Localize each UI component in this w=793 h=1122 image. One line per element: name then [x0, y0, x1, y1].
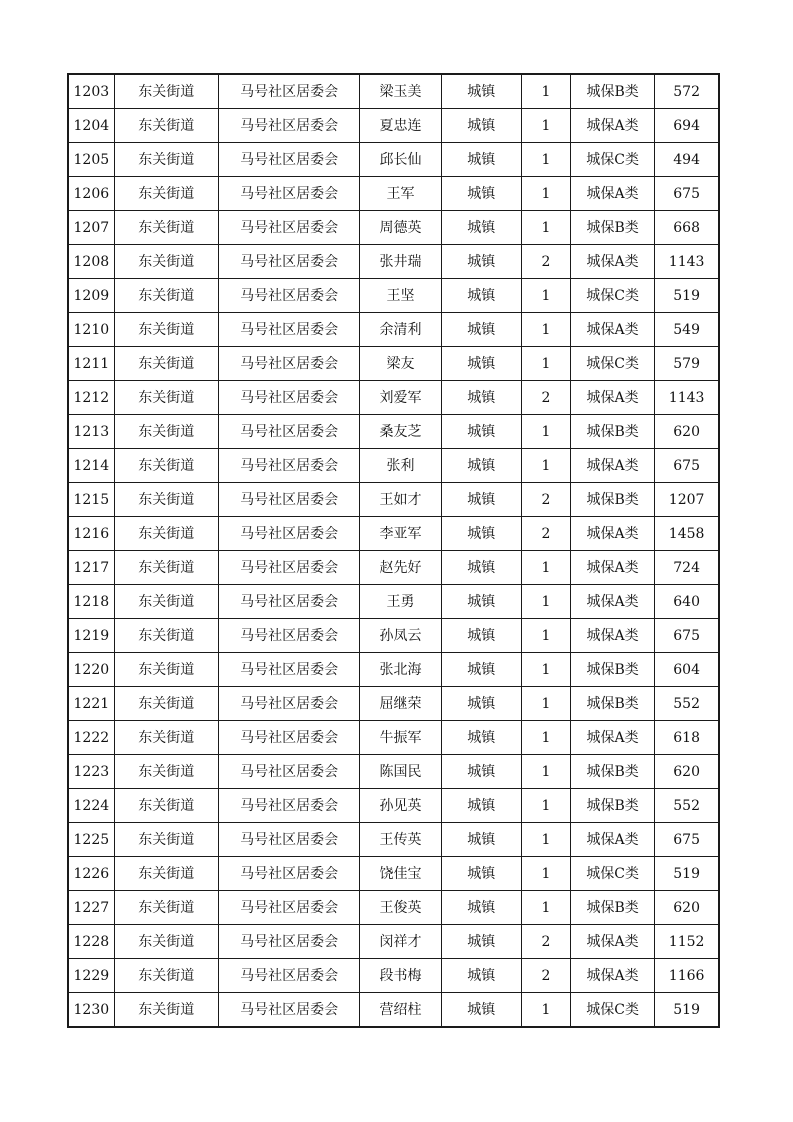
table-row [68, 585, 719, 619]
cell-street: 东关街道 [114, 415, 218, 449]
cell-amount: 675 [655, 823, 719, 857]
cell-name: 梁玉美 [360, 74, 441, 109]
cell-household-type: 城镇 [441, 245, 521, 279]
cell-community: 马号社区居委会 [218, 755, 359, 789]
cell-person-count: 1 [521, 585, 570, 619]
cell-community: 马号社区居委会 [218, 687, 359, 721]
cell-record-number: 1215 [68, 483, 114, 517]
cell-category: 城保C类 [570, 857, 654, 891]
cell-street: 东关街道 [114, 279, 218, 313]
cell-household-type: 城镇 [441, 585, 521, 619]
cell-person-count: 2 [521, 483, 570, 517]
cell-amount: 519 [655, 993, 719, 1028]
cell-community: 马号社区居委会 [218, 347, 359, 381]
cell-person-count: 2 [521, 245, 570, 279]
cell-record-number: 1223 [68, 755, 114, 789]
cell-name: 陈国民 [360, 755, 441, 789]
cell-name: 夏忠连 [360, 109, 441, 143]
cell-record-number: 1210 [68, 313, 114, 347]
cell-record-number: 1211 [68, 347, 114, 381]
cell-record-number: 1219 [68, 619, 114, 653]
cell-street: 东关街道 [114, 823, 218, 857]
cell-record-number: 1205 [68, 143, 114, 177]
cell-person-count: 1 [521, 857, 570, 891]
cell-household-type: 城镇 [441, 347, 521, 381]
cell-category: 城保A类 [570, 551, 654, 585]
table-row [68, 74, 719, 109]
cell-amount: 668 [655, 211, 719, 245]
cell-name: 赵先好 [360, 551, 441, 585]
cell-category: 城保C类 [570, 143, 654, 177]
cell-household-type: 城镇 [441, 721, 521, 755]
table-row [68, 143, 719, 177]
cell-amount: 519 [655, 279, 719, 313]
table-row [68, 823, 719, 857]
cell-household-type: 城镇 [441, 517, 521, 551]
cell-amount: 675 [655, 177, 719, 211]
cell-category: 城保A类 [570, 823, 654, 857]
cell-household-type: 城镇 [441, 789, 521, 823]
cell-street: 东关街道 [114, 143, 218, 177]
cell-name: 屈继荣 [360, 687, 441, 721]
subsidy-roster-table [67, 73, 720, 1028]
cell-name: 王如才 [360, 483, 441, 517]
cell-name: 闵祥才 [360, 925, 441, 959]
cell-household-type: 城镇 [441, 415, 521, 449]
cell-record-number: 1212 [68, 381, 114, 415]
cell-household-type: 城镇 [441, 551, 521, 585]
cell-category: 城保A类 [570, 381, 654, 415]
table-row [68, 109, 719, 143]
cell-amount: 1458 [655, 517, 719, 551]
cell-community: 马号社区居委会 [218, 993, 359, 1028]
cell-category: 城保A类 [570, 585, 654, 619]
table-row [68, 245, 719, 279]
cell-record-number: 1216 [68, 517, 114, 551]
cell-community: 马号社区居委会 [218, 211, 359, 245]
cell-category: 城保B类 [570, 687, 654, 721]
cell-record-number: 1217 [68, 551, 114, 585]
cell-household-type: 城镇 [441, 279, 521, 313]
cell-amount: 1143 [655, 381, 719, 415]
cell-category: 城保C类 [570, 279, 654, 313]
cell-name: 营绍柱 [360, 993, 441, 1028]
cell-category: 城保A类 [570, 959, 654, 993]
cell-name: 孙见英 [360, 789, 441, 823]
cell-community: 马号社区居委会 [218, 177, 359, 211]
cell-household-type: 城镇 [441, 857, 521, 891]
cell-street: 东关街道 [114, 891, 218, 925]
cell-community: 马号社区居委会 [218, 891, 359, 925]
table-row [68, 755, 719, 789]
cell-record-number: 1214 [68, 449, 114, 483]
cell-community: 马号社区居委会 [218, 789, 359, 823]
cell-amount: 552 [655, 687, 719, 721]
cell-name: 张利 [360, 449, 441, 483]
cell-community: 马号社区居委会 [218, 823, 359, 857]
cell-record-number: 1228 [68, 925, 114, 959]
cell-record-number: 1206 [68, 177, 114, 211]
table-body [68, 74, 719, 1027]
cell-record-number: 1230 [68, 993, 114, 1028]
table-row [68, 891, 719, 925]
cell-name: 梁友 [360, 347, 441, 381]
cell-category: 城保A类 [570, 449, 654, 483]
cell-category: 城保A类 [570, 619, 654, 653]
cell-category: 城保B类 [570, 483, 654, 517]
cell-person-count: 1 [521, 619, 570, 653]
cell-category: 城保A类 [570, 517, 654, 551]
cell-name: 王俊英 [360, 891, 441, 925]
cell-category: 城保A类 [570, 245, 654, 279]
table-row [68, 959, 719, 993]
cell-amount: 1166 [655, 959, 719, 993]
cell-person-count: 1 [521, 211, 570, 245]
cell-community: 马号社区居委会 [218, 925, 359, 959]
cell-name: 张北海 [360, 653, 441, 687]
cell-household-type: 城镇 [441, 381, 521, 415]
cell-category: 城保A类 [570, 313, 654, 347]
cell-street: 东关街道 [114, 483, 218, 517]
cell-amount: 640 [655, 585, 719, 619]
cell-category: 城保B类 [570, 415, 654, 449]
cell-street: 东关街道 [114, 857, 218, 891]
table-row [68, 619, 719, 653]
cell-community: 马号社区居委会 [218, 449, 359, 483]
cell-record-number: 1222 [68, 721, 114, 755]
cell-community: 马号社区居委会 [218, 74, 359, 109]
cell-community: 马号社区居委会 [218, 483, 359, 517]
cell-person-count: 1 [521, 177, 570, 211]
cell-category: 城保A类 [570, 721, 654, 755]
cell-record-number: 1221 [68, 687, 114, 721]
cell-community: 马号社区居委会 [218, 279, 359, 313]
cell-household-type: 城镇 [441, 653, 521, 687]
cell-category: 城保B类 [570, 789, 654, 823]
table-row [68, 381, 719, 415]
cell-record-number: 1204 [68, 109, 114, 143]
cell-record-number: 1227 [68, 891, 114, 925]
cell-person-count: 1 [521, 551, 570, 585]
cell-name: 段书梅 [360, 959, 441, 993]
cell-person-count: 2 [521, 925, 570, 959]
cell-street: 东关街道 [114, 755, 218, 789]
cell-street: 东关街道 [114, 74, 218, 109]
cell-amount: 675 [655, 449, 719, 483]
cell-amount: 694 [655, 109, 719, 143]
table-row [68, 449, 719, 483]
cell-person-count: 1 [521, 755, 570, 789]
table-row [68, 857, 719, 891]
cell-household-type: 城镇 [441, 483, 521, 517]
cell-household-type: 城镇 [441, 755, 521, 789]
cell-name: 孙凤云 [360, 619, 441, 653]
cell-record-number: 1207 [68, 211, 114, 245]
cell-household-type: 城镇 [441, 891, 521, 925]
cell-record-number: 1229 [68, 959, 114, 993]
cell-street: 东关街道 [114, 585, 218, 619]
cell-community: 马号社区居委会 [218, 517, 359, 551]
cell-name: 饶佳宝 [360, 857, 441, 891]
table-row [68, 687, 719, 721]
cell-name: 桑友芝 [360, 415, 441, 449]
cell-street: 东关街道 [114, 721, 218, 755]
cell-record-number: 1203 [68, 74, 114, 109]
cell-street: 东关街道 [114, 619, 218, 653]
cell-household-type: 城镇 [441, 109, 521, 143]
cell-name: 张井瑞 [360, 245, 441, 279]
cell-household-type: 城镇 [441, 687, 521, 721]
cell-name: 余清利 [360, 313, 441, 347]
cell-amount: 1207 [655, 483, 719, 517]
cell-street: 东关街道 [114, 109, 218, 143]
cell-person-count: 1 [521, 687, 570, 721]
table-row [68, 347, 719, 381]
cell-street: 东关街道 [114, 177, 218, 211]
cell-name: 邱长仙 [360, 143, 441, 177]
cell-category: 城保B类 [570, 653, 654, 687]
cell-street: 东关街道 [114, 381, 218, 415]
cell-record-number: 1208 [68, 245, 114, 279]
cell-amount: 620 [655, 415, 719, 449]
cell-person-count: 1 [521, 891, 570, 925]
cell-category: 城保B类 [570, 755, 654, 789]
cell-street: 东关街道 [114, 449, 218, 483]
cell-person-count: 1 [521, 279, 570, 313]
cell-amount: 620 [655, 891, 719, 925]
cell-street: 东关街道 [114, 551, 218, 585]
cell-amount: 519 [655, 857, 719, 891]
cell-community: 马号社区居委会 [218, 313, 359, 347]
cell-amount: 549 [655, 313, 719, 347]
cell-category: 城保B类 [570, 74, 654, 109]
cell-community: 马号社区居委会 [218, 721, 359, 755]
cell-person-count: 2 [521, 959, 570, 993]
cell-record-number: 1225 [68, 823, 114, 857]
cell-amount: 604 [655, 653, 719, 687]
cell-person-count: 1 [521, 74, 570, 109]
cell-street: 东关街道 [114, 245, 218, 279]
cell-record-number: 1226 [68, 857, 114, 891]
cell-name: 刘爱军 [360, 381, 441, 415]
cell-household-type: 城镇 [441, 449, 521, 483]
cell-person-count: 1 [521, 143, 570, 177]
cell-person-count: 1 [521, 449, 570, 483]
cell-community: 马号社区居委会 [218, 143, 359, 177]
cell-amount: 1152 [655, 925, 719, 959]
cell-record-number: 1218 [68, 585, 114, 619]
cell-household-type: 城镇 [441, 177, 521, 211]
cell-street: 东关街道 [114, 959, 218, 993]
cell-name: 王传英 [360, 823, 441, 857]
cell-person-count: 1 [521, 993, 570, 1028]
cell-amount: 1143 [655, 245, 719, 279]
cell-person-count: 1 [521, 415, 570, 449]
table-row [68, 789, 719, 823]
cell-person-count: 1 [521, 789, 570, 823]
cell-category: 城保A类 [570, 109, 654, 143]
table-row [68, 993, 719, 1028]
cell-amount: 724 [655, 551, 719, 585]
cell-street: 东关街道 [114, 313, 218, 347]
cell-person-count: 1 [521, 721, 570, 755]
cell-amount: 572 [655, 74, 719, 109]
cell-amount: 579 [655, 347, 719, 381]
cell-community: 马号社区居委会 [218, 959, 359, 993]
cell-household-type: 城镇 [441, 313, 521, 347]
cell-name: 王勇 [360, 585, 441, 619]
cell-name: 王坚 [360, 279, 441, 313]
cell-record-number: 1220 [68, 653, 114, 687]
cell-person-count: 2 [521, 517, 570, 551]
cell-street: 东关街道 [114, 925, 218, 959]
cell-amount: 494 [655, 143, 719, 177]
cell-street: 东关街道 [114, 687, 218, 721]
table-row [68, 177, 719, 211]
cell-person-count: 1 [521, 109, 570, 143]
cell-record-number: 1213 [68, 415, 114, 449]
cell-category: 城保A类 [570, 177, 654, 211]
cell-community: 马号社区居委会 [218, 415, 359, 449]
table-row [68, 313, 719, 347]
table-row [68, 415, 719, 449]
cell-household-type: 城镇 [441, 959, 521, 993]
cell-street: 东关街道 [114, 211, 218, 245]
cell-household-type: 城镇 [441, 925, 521, 959]
cell-amount: 552 [655, 789, 719, 823]
cell-person-count: 1 [521, 653, 570, 687]
cell-community: 马号社区居委会 [218, 653, 359, 687]
cell-street: 东关街道 [114, 517, 218, 551]
cell-amount: 620 [655, 755, 719, 789]
cell-community: 马号社区居委会 [218, 619, 359, 653]
cell-person-count: 1 [521, 313, 570, 347]
cell-name: 周德英 [360, 211, 441, 245]
cell-name: 李亚军 [360, 517, 441, 551]
cell-community: 马号社区居委会 [218, 857, 359, 891]
cell-community: 马号社区居委会 [218, 381, 359, 415]
cell-person-count: 2 [521, 381, 570, 415]
cell-category: 城保B类 [570, 891, 654, 925]
cell-amount: 618 [655, 721, 719, 755]
table-row [68, 721, 719, 755]
cell-household-type: 城镇 [441, 823, 521, 857]
cell-record-number: 1224 [68, 789, 114, 823]
table-row [68, 653, 719, 687]
cell-community: 马号社区居委会 [218, 109, 359, 143]
cell-community: 马号社区居委会 [218, 551, 359, 585]
cell-community: 马号社区居委会 [218, 245, 359, 279]
cell-name: 王军 [360, 177, 441, 211]
cell-street: 东关街道 [114, 653, 218, 687]
table-row [68, 279, 719, 313]
cell-street: 东关街道 [114, 347, 218, 381]
cell-household-type: 城镇 [441, 993, 521, 1028]
table-row [68, 925, 719, 959]
cell-household-type: 城镇 [441, 619, 521, 653]
cell-category: 城保B类 [570, 211, 654, 245]
cell-street: 东关街道 [114, 789, 218, 823]
cell-household-type: 城镇 [441, 74, 521, 109]
cell-street: 东关街道 [114, 993, 218, 1028]
cell-category: 城保C类 [570, 993, 654, 1028]
cell-household-type: 城镇 [441, 143, 521, 177]
cell-name: 牛振军 [360, 721, 441, 755]
cell-community: 马号社区居委会 [218, 585, 359, 619]
table-row [68, 483, 719, 517]
cell-amount: 675 [655, 619, 719, 653]
cell-household-type: 城镇 [441, 211, 521, 245]
cell-record-number: 1209 [68, 279, 114, 313]
cell-category: 城保A类 [570, 925, 654, 959]
cell-person-count: 1 [521, 823, 570, 857]
table-row [68, 551, 719, 585]
table-row [68, 517, 719, 551]
cell-category: 城保C类 [570, 347, 654, 381]
cell-person-count: 1 [521, 347, 570, 381]
table-row [68, 211, 719, 245]
